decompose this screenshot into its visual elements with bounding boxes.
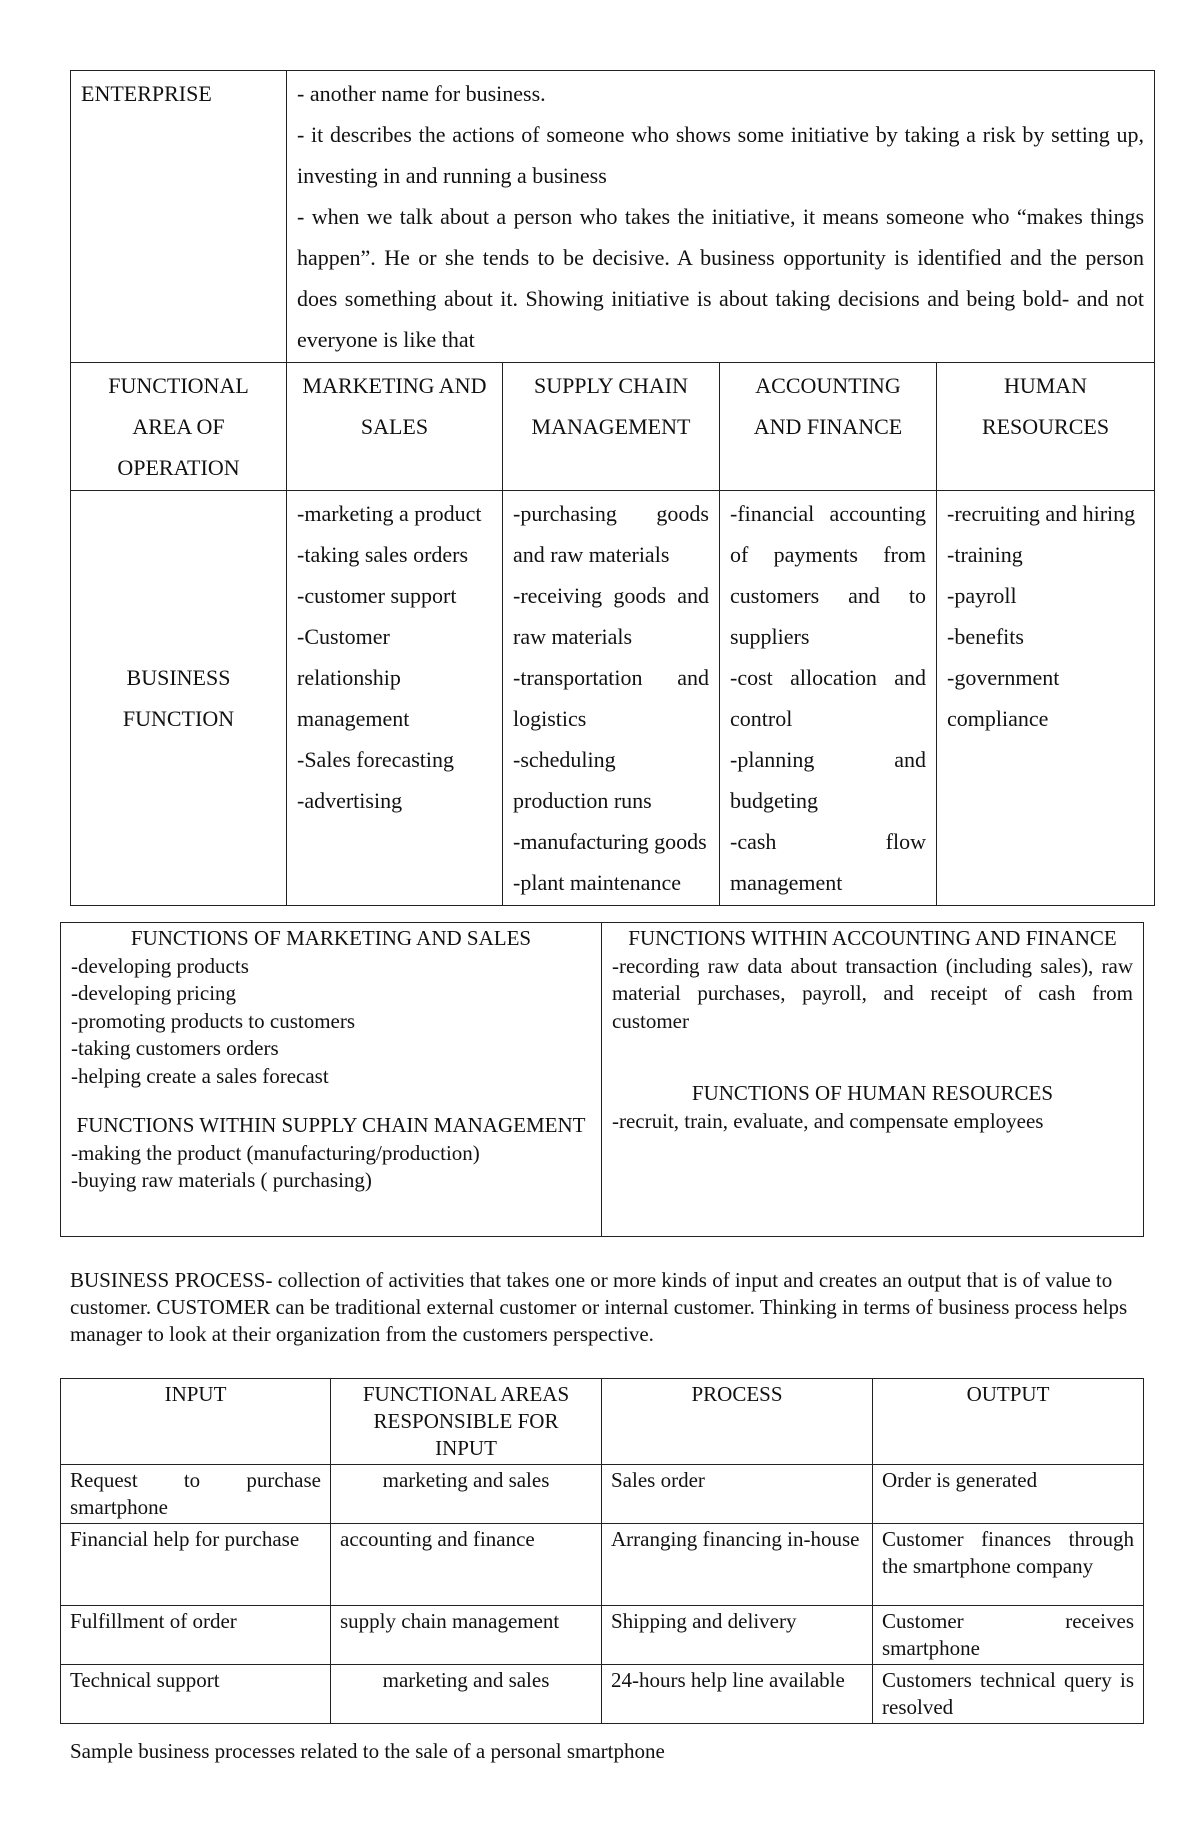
business-function-label: BUSINESS FUNCTION xyxy=(71,491,287,906)
list-item: -customer support xyxy=(297,583,457,608)
accounting-functions-text: -recording raw data about transaction (including sales), raw material purchases, payroll, and receipt of cash from customer xyxy=(612,953,1133,1033)
list-item: -payroll xyxy=(947,583,1017,608)
list-item: -training xyxy=(947,542,1023,567)
list-item: -developing pricing xyxy=(71,981,237,1005)
functional-area-cell: marketing and sales xyxy=(331,1665,602,1724)
list-item: -cash flow management xyxy=(730,829,926,895)
enterprise-label: ENTERPRISE xyxy=(71,71,287,363)
list-item: -buying raw materials ( purchasing) xyxy=(71,1168,372,1192)
list-item: -advertising xyxy=(297,788,403,813)
hr-functions-cell xyxy=(937,491,1155,906)
list-item: -benefits xyxy=(947,624,1024,649)
process-cell: Shipping and delivery xyxy=(602,1606,873,1665)
functional-areas-table xyxy=(70,70,1155,906)
table-row xyxy=(61,1606,1144,1665)
input-cell: Fulfillment of order xyxy=(61,1606,331,1665)
functional-area-cell: marketing and sales xyxy=(331,1465,602,1524)
list-item: -Sales forecasting xyxy=(297,747,454,772)
enterprise-line: - it describes the actions of someone who shows some initiative by taking a risk by setting up, investing in and running a business xyxy=(297,122,1145,188)
list-item: -scheduling production runs xyxy=(513,747,652,813)
list-item: -taking sales orders xyxy=(297,542,469,567)
list-item: -receiving goods and raw materials xyxy=(513,583,709,649)
input-cell: Request to purchase smartphone xyxy=(61,1465,331,1524)
column-accounting-finance: ACCOUNTING AND FINANCE xyxy=(720,363,937,491)
accounting-functions-title: FUNCTIONS WITHIN ACCOUNTING AND FINANCE xyxy=(628,926,1117,950)
business-function-row xyxy=(71,491,1155,906)
list-item: -cost allocation and control xyxy=(730,665,926,731)
marketing-functions-title: FUNCTIONS OF MARKETING AND SALES xyxy=(130,926,532,950)
list-item: -developing products xyxy=(71,953,249,978)
column-supply-chain: SUPPLY CHAIN MANAGEMENT xyxy=(503,363,720,491)
list-item: -recruiting and hiring xyxy=(947,501,1136,526)
header-process: PROCESS xyxy=(602,1379,873,1465)
list-item: -government compliance xyxy=(947,665,1060,731)
marketing-functions-cell xyxy=(287,491,503,906)
list-item: -manufacturing goods xyxy=(513,829,707,854)
output-cell: Customers technical query is resolved xyxy=(873,1665,1144,1724)
header-output: OUTPUT xyxy=(873,1379,1144,1465)
process-cell: Sales order xyxy=(602,1465,873,1524)
functional-area-cell: supply chain management xyxy=(331,1606,602,1665)
input-cell: Technical support xyxy=(61,1665,331,1724)
list-item: -taking customers orders xyxy=(71,1036,279,1060)
functional-area-row xyxy=(71,363,1155,491)
header-input: INPUT xyxy=(61,1379,331,1465)
list-item: -promoting products to customers xyxy=(71,1008,356,1033)
supply-functions-title: FUNCTIONS WITHIN SUPPLY CHAIN MANAGEMENT xyxy=(76,1113,586,1137)
hr-functions-text: -recruit, train, evaluate, and compensate employees xyxy=(612,1108,1044,1133)
list-item: -financial accounting of payments from customers and to suppliers xyxy=(730,501,926,649)
enterprise-line: - another name for business. xyxy=(297,81,546,106)
table-caption: Sample business processes related to the sale of a personal smartphone xyxy=(70,1739,665,1763)
list-item: -plant maintenance xyxy=(513,870,681,895)
column-human-resources: HUMAN RESOURCES xyxy=(937,363,1155,491)
list-item: -helping create a sales forecast xyxy=(71,1063,329,1088)
hr-functions-title: FUNCTIONS OF HUMAN RESOURCES xyxy=(691,1081,1054,1105)
output-cell: Order is generated xyxy=(873,1465,1144,1524)
table-row xyxy=(61,1465,1144,1524)
business-process-table xyxy=(60,1378,1144,1724)
enterprise-definition xyxy=(287,71,1155,363)
table-row xyxy=(61,1665,1144,1724)
functional-area-label: FUNCTIONAL AREA OF OPERATION xyxy=(71,363,287,491)
list-item: -planning and budgeting xyxy=(730,747,926,813)
table-row xyxy=(61,1524,1144,1606)
header-functional-areas: FUNCTIONAL AREAS RESPONSIBLE FOR INPUT xyxy=(331,1379,602,1465)
column-marketing-and-sales: MARKETING AND SALES xyxy=(287,363,503,491)
business-process-paragraph: BUSINESS PROCESS- collection of activities that takes one or more kinds of input and creates an output that is of value to customer. CUSTOMER can be traditional external customer or internal customer. Thinking in terms of business process helps manager to look at their organization from the customers perspective. xyxy=(70,1268,1128,1346)
accounting-hr-functions-cell xyxy=(602,923,1144,1237)
functional-area-cell: accounting and finance xyxy=(331,1524,602,1606)
list-item: -purchasing goods and raw materials xyxy=(513,501,709,567)
marketing-supply-functions-cell xyxy=(61,923,602,1237)
functions-summary-table xyxy=(60,922,1144,1237)
enterprise-row xyxy=(71,71,1155,363)
output-cell: Customer finances through the smartphone company xyxy=(873,1524,1144,1606)
process-cell: Arranging financing in-house xyxy=(602,1524,873,1606)
supply-functions-cell xyxy=(503,491,720,906)
list-item: -marketing a product xyxy=(297,501,482,526)
list-item: -transportation and logistics xyxy=(513,665,709,731)
accounting-functions-cell xyxy=(720,491,937,906)
list-item: -Customer relationship management xyxy=(297,624,410,731)
table-header-row xyxy=(61,1379,1144,1465)
input-cell: Financial help for purchase xyxy=(61,1524,331,1606)
process-cell: 24-hours help line available xyxy=(602,1665,873,1724)
output-cell: Customer receives smartphone xyxy=(873,1606,1144,1665)
enterprise-line: - when we talk about a person who takes the initiative, it means someone who “makes things happen”. He or she tends to be decisive. A business opportunity is identified and the person does something about it. Showing initiative is about taking decisions and being bold- and not everyone is like that xyxy=(297,204,1145,352)
list-item: -making the product (manufacturing/production) xyxy=(71,1140,480,1165)
